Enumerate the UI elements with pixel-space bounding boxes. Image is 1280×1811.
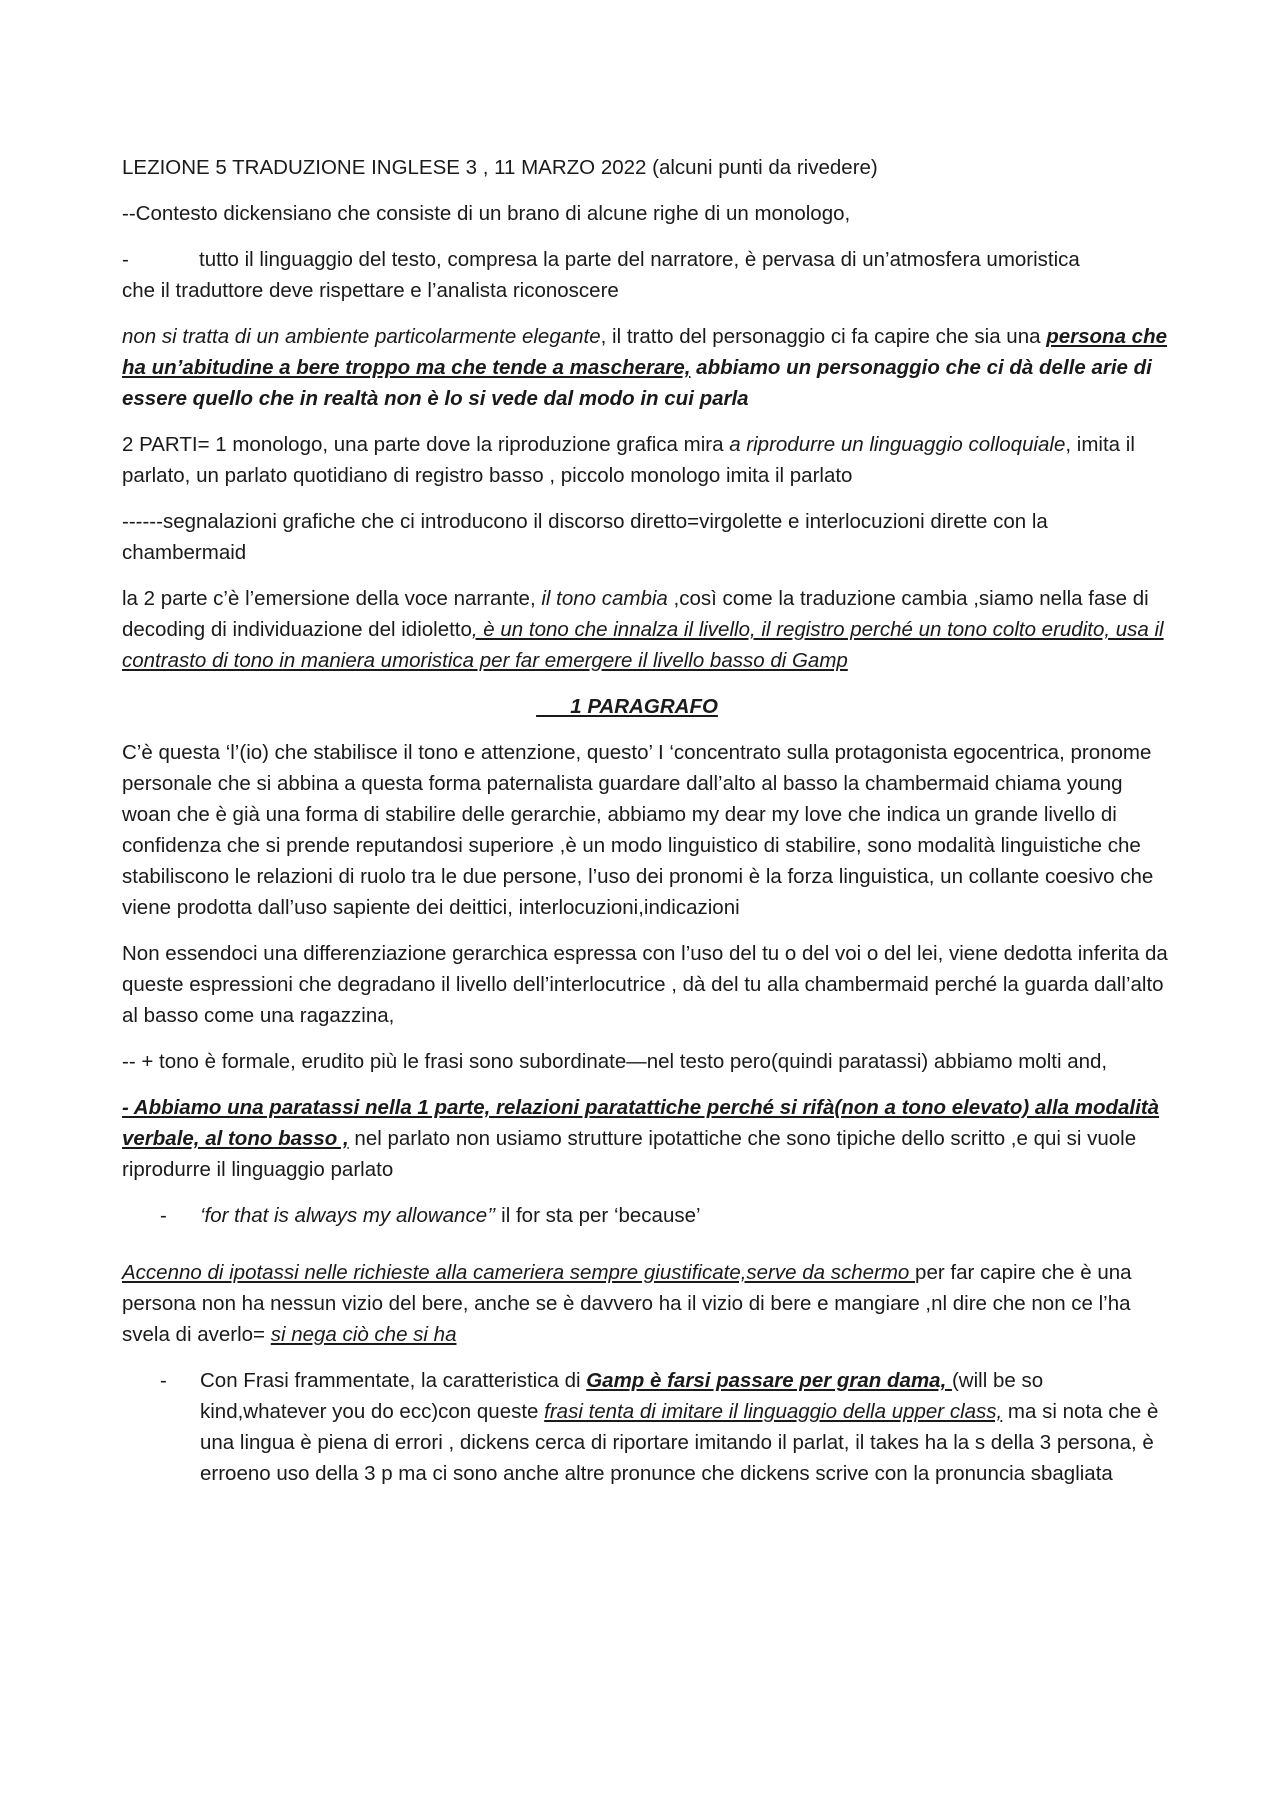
paragraph-language bbox=[122, 244, 1172, 306]
italic-underline-phrase: Accenno di ipotassi nelle richieste alla cameriera sempre giustificate,serve da schermo bbox=[122, 1261, 916, 1284]
bullet-item-fragmented bbox=[160, 1365, 1172, 1489]
text-run: per far capire che è una persona non ha nessun vizio del bere, anche se è davvero ha il vizio di bere e mangiare ,nl dire che non ce l’ha svela di averlo= bbox=[122, 1261, 1132, 1346]
document-title: LEZIONE 5 TRADUZIONE INGLESE 3 , 11 MARZO 2022 (alcuni punti da rivedere) bbox=[122, 156, 878, 179]
bold-italic-underline-phrase: persona che ha un’abitudine a bere troppo ma che tende a mascherare, bbox=[122, 325, 1167, 379]
text-run: , imita il parlato, un parlato quotidiano di registro basso , piccolo monologo imita il parlato bbox=[122, 433, 1135, 487]
document-body bbox=[122, 152, 1172, 1489]
section-heading-text: 1 PARAGRAFO bbox=[536, 695, 718, 718]
bold-italic-underline-phrase: Gamp è farsi passare per gran dama, bbox=[586, 1369, 952, 1392]
italic-underline-phrase: si nega ciò che si ha bbox=[270, 1323, 457, 1346]
paragraph-parataxis bbox=[122, 1092, 1172, 1185]
italic-phrase: a riprodurre un linguaggio colloquiale bbox=[729, 433, 1066, 456]
paragraph-hierarchy: Non essendoci una differenziazione gerarchica espressa con l’uso del tu o del voi o del lei, viene dedotta inferita da queste espressioni che degradano il livello dell’interlocutrice , dà del tu alla chambermaid perché la guarda dall’alto al basso come una ragazzina, bbox=[122, 942, 1168, 1027]
bullet-text bbox=[200, 1200, 701, 1231]
paragraph-formal-tone: -- + tono è formale, erudito più le frasi sono subordinate—nel testo pero(quindi paratassi) abbiamo molti and, bbox=[122, 1050, 1108, 1073]
paragraph-character bbox=[122, 321, 1172, 414]
text-run: la 2 parte c’è l’emersione della voce narrante, bbox=[122, 587, 542, 610]
italic-phrase: non si tratta di un ambiente particolarmente elegante bbox=[122, 325, 601, 348]
italic-phrase: ‘for that is always my allowance’’ bbox=[200, 1204, 496, 1227]
text-run: , il tratto del personaggio ci fa capire che sia una bbox=[600, 325, 1041, 348]
section-heading bbox=[122, 691, 1172, 722]
bold-italic-phrase: abbiamo un personaggio che ci dà delle arie di essere quello che in realtà non è lo si vede dal modo in cui parla bbox=[122, 356, 1152, 410]
bullet-text bbox=[200, 1365, 1172, 1489]
italic-underline-phrase: frasi tenta di imitare il linguaggio della upper class, bbox=[544, 1400, 1003, 1423]
text-run: 2 PARTI= 1 monologo, una parte dove la riproduzione grafica mira bbox=[122, 433, 730, 456]
bold-italic-underline-phrase: - Abbiamo una paratassi nella 1 parte, relazioni paratattiche perché si rifà(non a tono elevato) alla modalità verbale, al tono basso , bbox=[122, 1096, 1160, 1150]
dash-item bbox=[122, 244, 1172, 275]
bullet-item-allowance bbox=[160, 1200, 1172, 1231]
paragraph-context: --Contesto dickensiano che consiste di un brano di alcune righe di un monologo, bbox=[122, 202, 851, 225]
text-run: Con Frasi frammentate, la caratteristica di bbox=[200, 1369, 587, 1392]
bullet-marker: - bbox=[160, 1204, 167, 1227]
paragraph-second-part bbox=[122, 583, 1172, 676]
paragraph-two-parts bbox=[122, 429, 1172, 491]
italic-phrase: il tono cambia bbox=[541, 587, 668, 610]
italic-underline-phrase: , è un tono che innalza il livello, il registro perché un tono colto erudito, usa il contrasto di tono in maniera umoristica per far emergere il livello basso di Gamp bbox=[122, 618, 1164, 672]
paragraph-hypotaxis bbox=[122, 1257, 1172, 1350]
paragraph-graphic-signals: ------segnalazioni grafiche che ci introducono il discorso diretto=virgolette e interlocuzioni dirette con la chambermaid bbox=[122, 510, 1048, 564]
dash-item-text: tutto il linguaggio del testo, compresa la parte del narratore, è pervasa di un’atmosfera umoristica bbox=[199, 248, 1080, 271]
dash-marker: - bbox=[122, 248, 129, 271]
bullet-marker: - bbox=[160, 1369, 167, 1392]
spacer bbox=[122, 1231, 1172, 1257]
text-run: il for sta per ‘because’ bbox=[495, 1204, 701, 1227]
text-run: ma si nota che è una lingua è piena di errori , dickens cerca di riportare imitando il parlat, il takes ha la s della 3 persona, è erroeno uso della 3 p ma ci sono anche altre pronunce che dickens scrive con la pronuncia sbagliata bbox=[200, 1400, 1159, 1485]
text-run: nel parlato non usiamo strutture ipotattiche che sono tipiche dello scritto ,e qui si vuole riprodurre il linguaggio parlato bbox=[122, 1127, 1137, 1181]
paragraph-pronouns: C’è questa ‘l’(io) che stabilisce il tono e attenzione, questo’ I ‘concentrato sulla protagonista egocentrica, pronome personale che si abbina a questa forma paternalista guardare dall’alto al basso la chambermaid chiama young woan che è già una forma di stabilire delle gerarchie, abbiamo my dear my love che indica un grande livello di confidenza che si prende reputandosi superiore ,è un modo linguistico di stabilire, sono modalità linguistiche che stabiliscono le relazioni di ruolo tra le due persone, l’uso dei pronomi è la forza linguistica, un collante coesivo che viene prodotta dall’uso sapiente dei deittici, interlocuzioni,indicazioni bbox=[122, 741, 1154, 919]
text-run: (will be so kind,whatever you do ecc)con queste bbox=[200, 1369, 1044, 1423]
dash-item-continuation: che il traduttore deve rispettare e l’analista riconoscere bbox=[122, 279, 619, 302]
text-run: ,così come la traduzione cambia ,siamo nella fase di decoding di individuazione del idioletto bbox=[122, 587, 1149, 641]
